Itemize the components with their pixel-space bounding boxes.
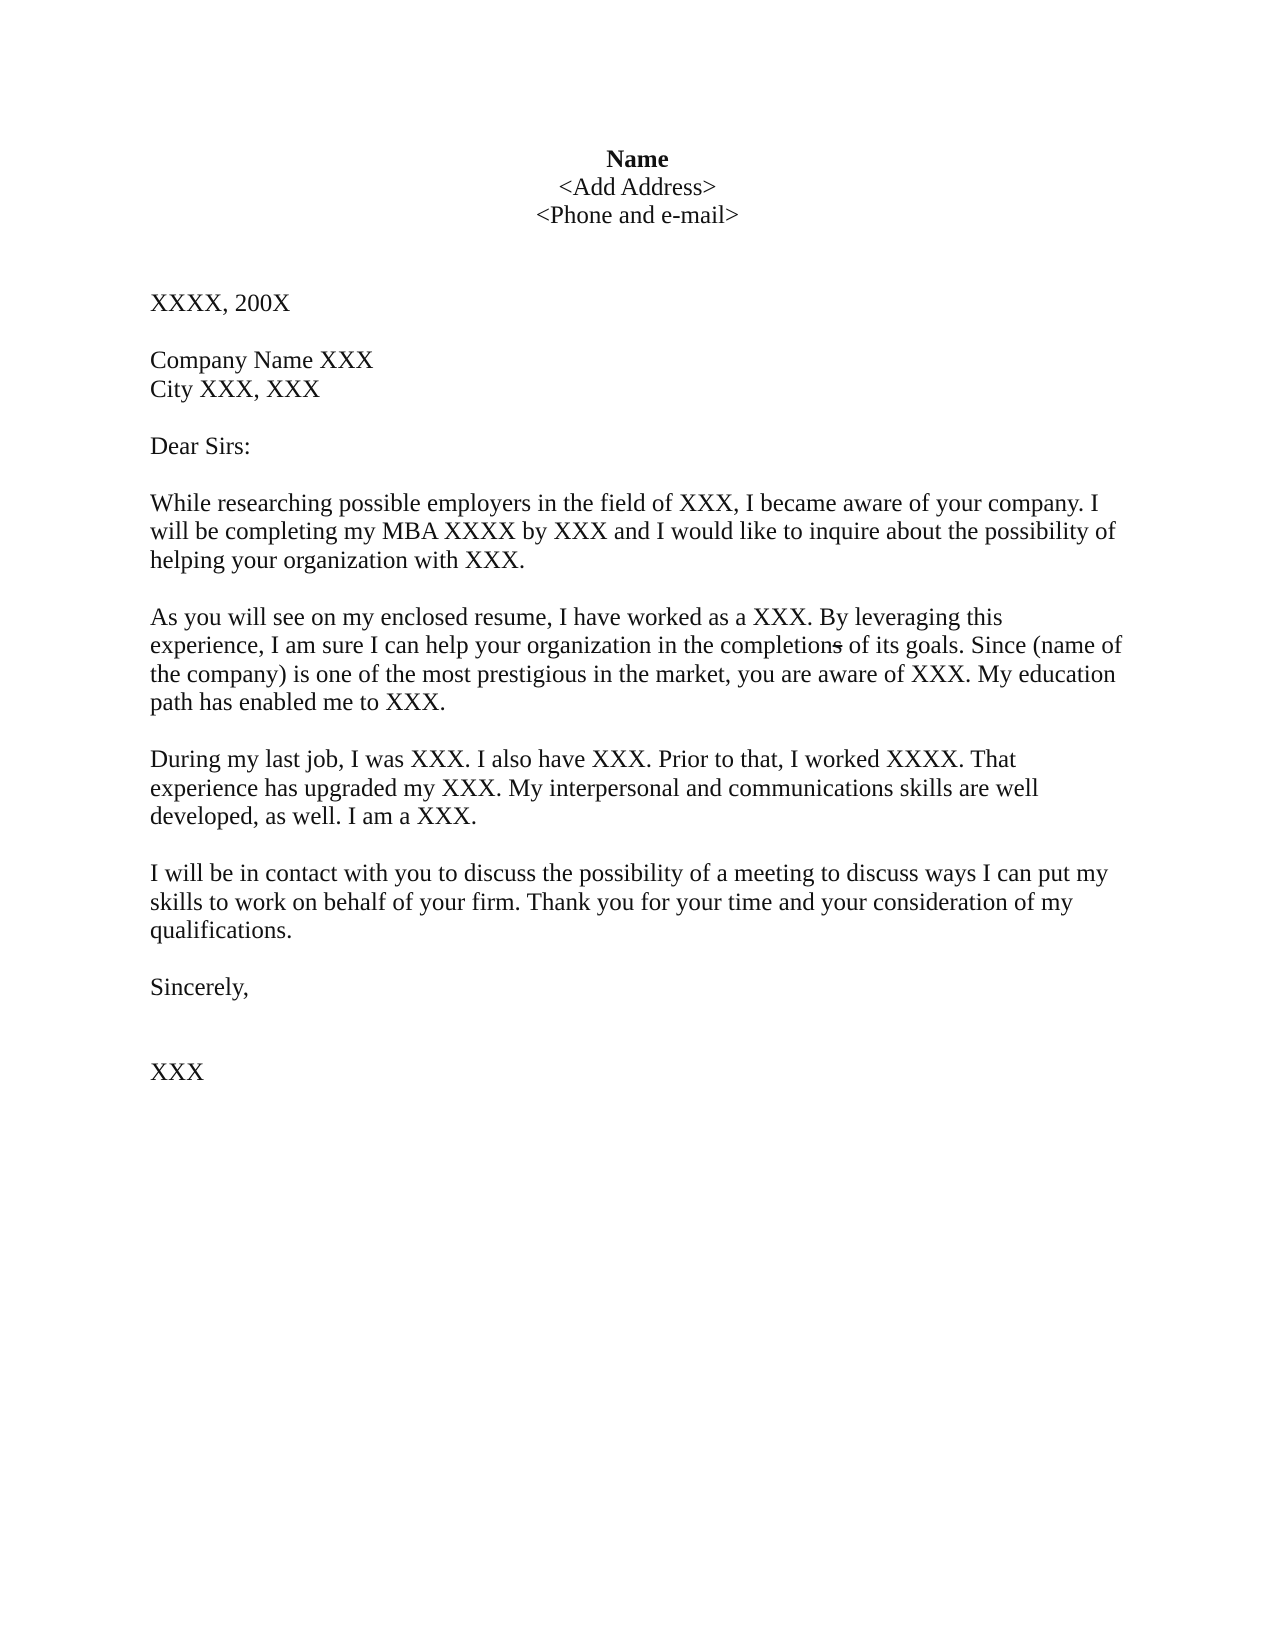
sender-contact: <Phone and e-mail> (535, 202, 740, 229)
salutation: Dear Sirs: (150, 432, 251, 460)
paragraph-line: During my last job, I was XXX. I also have XXX. Prior to that, I worked XXXX. That (150, 746, 1017, 773)
letter-body (150, 290, 1140, 1087)
paragraph-intro (150, 490, 1140, 576)
paragraph-line: helping your organization with XXX. (150, 546, 526, 574)
paragraph-closing (150, 860, 1140, 946)
letterhead (0, 146, 1275, 230)
paragraph-line: As you will see on my enclosed resume, I have worked as a XXX. By leveraging this (150, 603, 1003, 631)
paragraph-line: skills to work on behalf of your firm. Thank you for your time and your consideration of my (150, 888, 1073, 916)
sender-name: Name (606, 146, 669, 173)
paragraph-line: qualifications. (150, 917, 293, 944)
recipient-city: City XXX, XXX (150, 375, 321, 403)
paragraph-line (150, 632, 1140, 661)
letter-date: XXXX, 200X (150, 290, 291, 317)
paragraph-line: experience has upgraded my XXX. My interpersonal and communications skills are well (150, 774, 1039, 802)
paragraph-experience (150, 604, 1140, 718)
paragraph-last-job (150, 746, 1140, 832)
paragraph-line: developed, as well. I am a XXX. (150, 803, 477, 830)
paragraph-line: path has enabled me to XXX. (150, 689, 446, 716)
sender-address: <Add Address> (558, 174, 717, 201)
paragraph-line: While researching possible employers in the field of XXX, I became aware of your company. I (150, 489, 1099, 517)
text-segment: experience, I am sure I can help your organization in the completion (150, 632, 833, 659)
struck-text: s (832, 632, 843, 659)
paragraph-line: the company) is one of the most prestigious in the market, you are aware of XXX. My education (150, 660, 1116, 688)
paragraph-line: I will be in contact with you to discuss the possibility of a meeting to discuss ways I can put my (150, 860, 1109, 887)
recipient-company: Company Name XXX (150, 347, 374, 374)
closing: Sincerely, (150, 974, 250, 1001)
signature: XXX (150, 1058, 205, 1086)
text-segment: of its goals. Since (name of (842, 632, 1123, 659)
paragraph-line: will be completing my MBA XXXX by XXX and I would like to inquire about the possibility of (150, 518, 1116, 545)
